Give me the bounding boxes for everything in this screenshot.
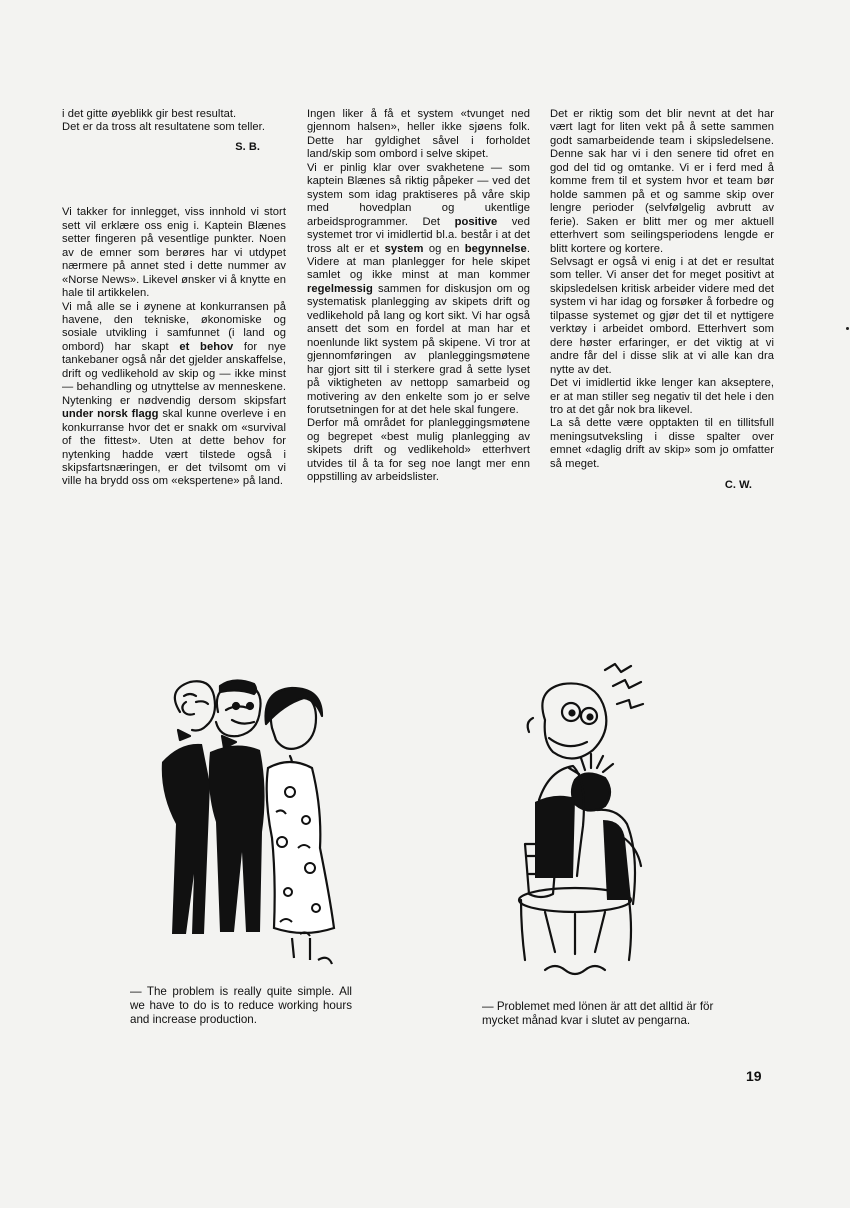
- text-column-2: [307, 108, 530, 485]
- paragraph: i det gitte øyeblikk gir best resultat.: [62, 108, 237, 120]
- paragraph: Ingen liker å få et system «tvunget ned gjennom halsen», heller ikke sjøens folk. Dette har gyldighet såvel i forholdet land/skip som ombord i selve skipet.: [307, 108, 530, 161]
- paragraph: Vi takker for innlegget, viss innhold vi stort sett vil erklære oss enig i. Kaptein Blænes setter fingeren på vesentlige punkter. Noen av de emner som berøres har vi utdypet nærmere på annet sted i dette nummer av «Norse News». Likevel ønsker vi å knytte en hale til artikkelen.: [62, 206, 286, 300]
- signature-sb: S. B.: [235, 140, 260, 153]
- edge-mark: [846, 327, 849, 330]
- cartoon-table-couple: [505, 660, 665, 980]
- cartoon-three-people: [140, 672, 350, 972]
- paragraph: Vi er pinlig klar over svakhetene — som kaptein Blænes så riktig påpeker — ved det system som idag praktiseres på våre skip med hovedplan og ukentlige arbeidsprogrammer. Det positive ved systemet tror vi imidlertid bl.a. består i at det tross alt er et system og en begynnelse. Videre at man planlegger for hele skipet samlet og ikke minst at man kommer regelmessig sammen for diskusjon om og systematisk planlegging av skipets drift og vedlikehold på lang og kort sikt. Vi har også ansett det som en fordel at man har et noenlunde likt system på skipene. Vi tror at gjennomføringen av planleggingsmøtene har gjort sitt til i sterkere grad å sette lyset på viktigheten av nettopp samarbeid og motivering av den enkelte som jo er selve forutsetningen for at det hele skal fungere.: [307, 161, 530, 416]
- page-number: 19: [746, 1068, 762, 1084]
- paragraph: Vi må alle se i øynene at konkurransen på havene, den tekniske, økonomiske og sosiale utvikling i samfunnet (i land og ombord) har skapt et behov for nye tankebaner også når det gjelder anskaffelse, drift og vedlikehold av skip og — ikke minst — behandling og utnyttelse av menneskene. Nytenking er nødvendig dersom skipsfart under norsk flagg skal kunne overleve i en konkurranse hvor det er snakk om «survival of the fittest». Uten at dette behov for nytenking hadde vært tilstede også i skipsfartsnæringen, er det tvilsomt om vi ville ha brydd oss om «ekspertene» på land.: [62, 300, 287, 488]
- paragraph: La så dette være opptakten til en tillitsfull meningsutveksling i disse spalter over emnet «daglig drift av skip» som jo omfatter så meget.: [550, 417, 774, 470]
- caption-left: — The problem is really quite simple. All we have to do is to reduce working hours and increase production.: [130, 985, 352, 1026]
- paragraph: Det er da tross alt resultatene som teller.: [62, 121, 265, 134]
- paragraph: Det vi imidlertid ikke lenger kan akseptere, er at man stiller seg negativ til det hele i den tro at det går nok bra likevel.: [550, 377, 774, 416]
- text-column-3: [550, 108, 774, 493]
- text-column-1: [62, 108, 286, 489]
- paragraph: Selvsagt er også vi enig i at det er resultat som teller. Vi anser det for meget positivt at skipsledelsen kritisk arbeider videre med det system vi har idag og forsøker å forbedre og tilpasse systemet og gjør det til et nyttigere verktøy i arbeidet ombord. Etterhvert som dere høster erfaringer, er det viktig at vi andre får del i disse slik at vi alle kan dra nytte av det.: [550, 255, 774, 376]
- caption-right: — Problemet med lönen är att det alltid är för mycket månad kvar i slutet av pengarna.: [482, 1000, 714, 1027]
- paragraph: Derfor må området for planleggingsmøtene og begrepet «best mulig planlegging av skipets drift og vedlikehold» etterhvert utvides til å ta for seg noe langt mer enn oppstilling av arbeidslister.: [307, 417, 530, 484]
- signature-cw: C. W.: [724, 479, 752, 492]
- paragraph: Det er riktig som det blir nevnt at det har vært lagt for liten vekt på å sette sammen godt samarbeidende team i skipsledelsene. Denne sak har vi i den senere tid ofret en god del tid og omtanke. Vi er i ferd med å komme frem til et system hvor et team bør holde sammen på et og samme skip over lengre perioder (selvfølgelig avbrutt av ferie). Saken er blitt mer og mer aktuell etterhvert som seilingsperiodens lengde er blitt kortere og kortere.: [550, 108, 774, 255]
